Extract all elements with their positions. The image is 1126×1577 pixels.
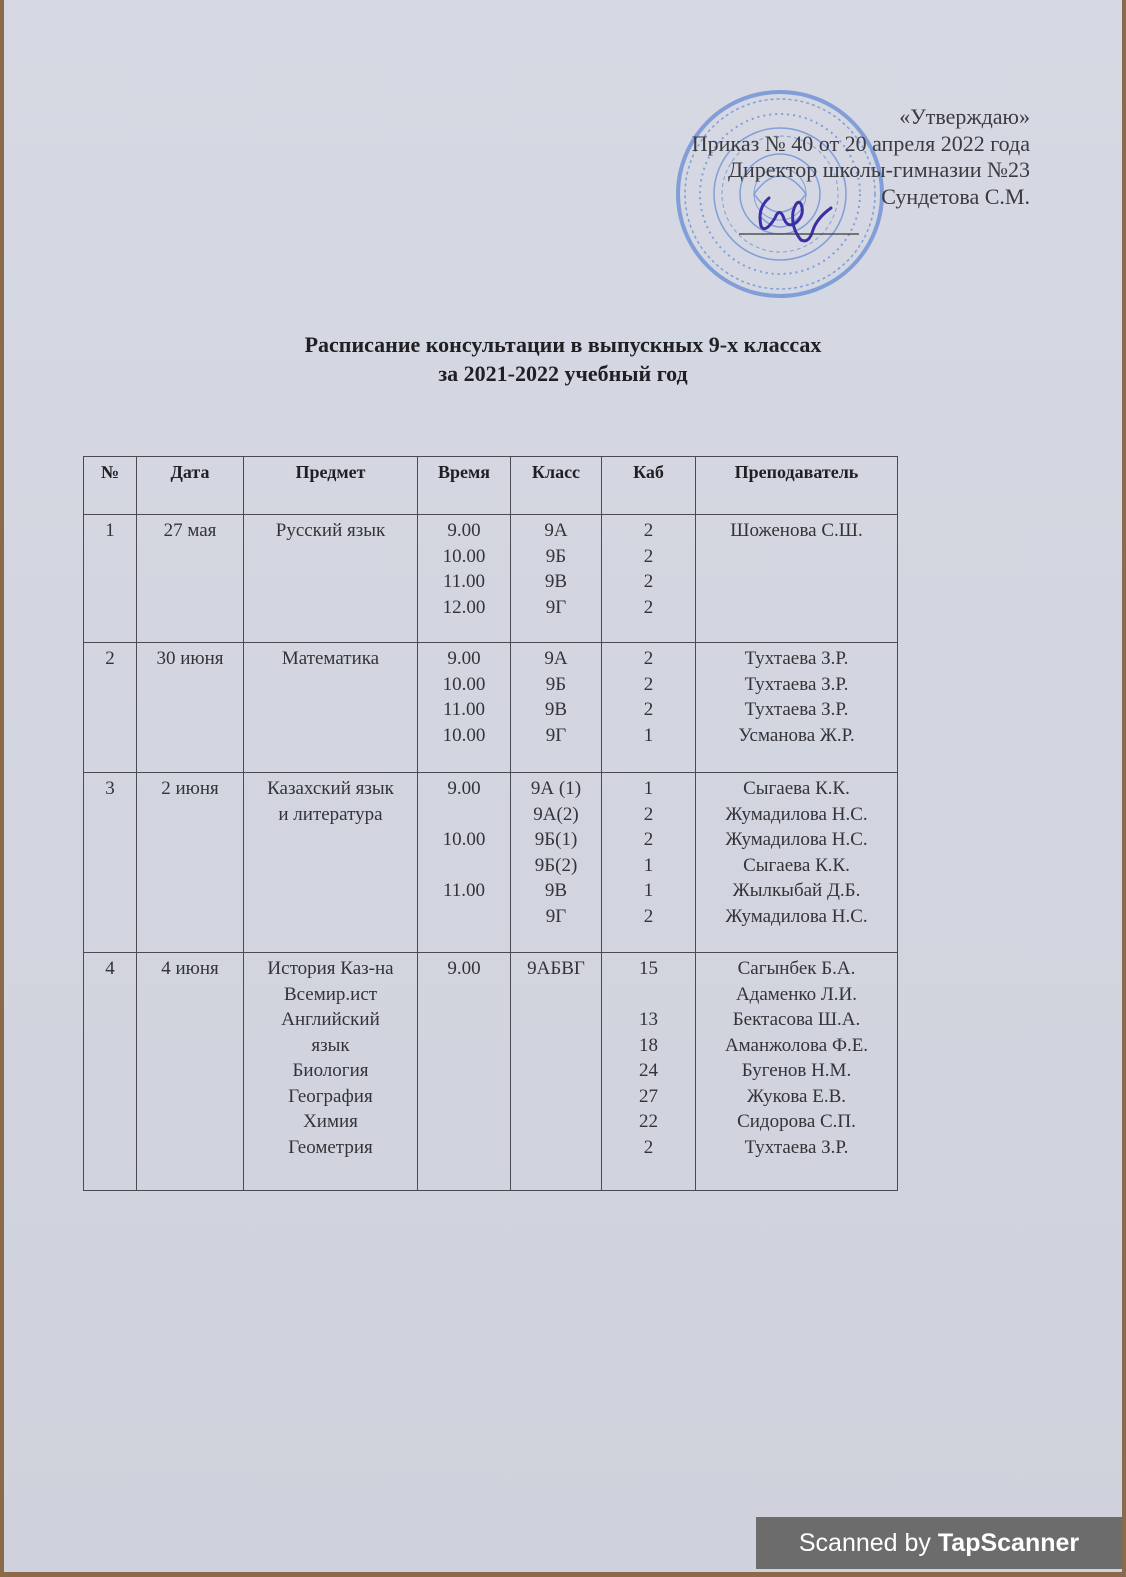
cell-room-line: 2	[643, 803, 654, 825]
cell-teacher-line: Аманжолова Ф.Е.	[724, 1034, 869, 1056]
cell-teacher	[696, 643, 898, 773]
cell-teacher-line: Тухтаева З.Р.	[744, 673, 849, 695]
cell-room-line: 1	[643, 724, 654, 746]
director-position: Директор школы-гимназии №23	[727, 157, 1030, 182]
cell-date: 2 июня	[137, 773, 244, 953]
cell-time-line: 9.00	[447, 778, 481, 799]
cell-class	[511, 773, 602, 953]
cell-room-line: 2	[643, 673, 654, 695]
cell-room-line: 1	[643, 778, 654, 799]
cell-subject-line: и литература	[278, 803, 383, 825]
cell-room-line: 1	[643, 854, 654, 876]
column-header-number: №	[84, 457, 137, 515]
cell-subject	[244, 515, 418, 643]
cell-room-line: 2	[643, 648, 654, 669]
cell-teacher-line: Сагынбек Б.А.	[737, 958, 856, 979]
cell-room	[602, 773, 696, 953]
cell-subject-line: География	[288, 1085, 373, 1107]
cell-class-line: 9А(2)	[533, 803, 579, 825]
cell-time-line: 9.00	[447, 958, 481, 979]
watermark-prefix: Scanned by	[798, 1529, 931, 1557]
cell-teacher-line: Усманова Ж.Р.	[738, 724, 855, 746]
cell-room-line: 22	[639, 1111, 658, 1132]
cell-teacher-line: Жумадилова Н.С.	[725, 829, 868, 850]
cell-class-line: 9В	[544, 699, 568, 720]
cell-subject	[244, 773, 418, 953]
cell-room-line: 2	[643, 905, 654, 927]
cell-class-line: 9В	[544, 880, 568, 901]
cell-time-line: 10.00	[442, 673, 486, 695]
cell-room-line: 2	[643, 520, 654, 541]
cell-teacher-line: Адаменко Л.И.	[735, 983, 858, 1005]
table-body	[84, 515, 898, 1191]
cell-room-line: 27	[639, 1085, 658, 1107]
cell-time	[418, 773, 511, 953]
cell-time-line: 11.00	[442, 699, 486, 720]
cell-time	[418, 953, 511, 1191]
cell-subject-line: Геометрия	[288, 1136, 373, 1158]
table-row	[84, 773, 898, 953]
cell-teacher-line: Сыгаева К.К.	[743, 778, 850, 799]
cell-time-line	[418, 802, 510, 828]
cell-class-line: 9А (1)	[530, 778, 582, 799]
column-header-class: Класс	[511, 457, 602, 515]
cell-teacher-line: Жумадилова Н.С.	[725, 803, 868, 825]
cell-subject-line: язык	[311, 1034, 350, 1056]
cell-subject-line: Математика	[281, 648, 380, 669]
cell-date: 4 июня	[137, 953, 244, 1191]
cell-room-line	[602, 982, 695, 1008]
column-header-time: Время	[418, 457, 511, 515]
cell-teacher-line: Тухтаева З.Р.	[744, 1136, 849, 1158]
cell-number: 3	[84, 773, 137, 953]
cell-time-line: 12.00	[442, 596, 486, 618]
cell-subject	[244, 643, 418, 773]
column-header-date: Дата	[137, 457, 244, 515]
cell-subject-line: Химия	[303, 1111, 358, 1132]
approval-heading: «Утверждаю»	[899, 104, 1030, 129]
cell-time-line: 9.00	[447, 648, 481, 669]
cell-time-line: 10.00	[442, 545, 486, 567]
cell-class-line: 9Г	[545, 596, 567, 618]
cell-class-line: 9А	[544, 648, 568, 669]
cell-class	[511, 953, 602, 1191]
cell-room	[602, 643, 696, 773]
document-title	[4, 330, 1122, 388]
cell-teacher-line: Бектасова Ш.А.	[732, 1009, 861, 1030]
cell-room-line: 2	[643, 571, 654, 592]
cell-time-line: 9.00	[447, 520, 481, 541]
cell-class-line: 9Б	[545, 545, 567, 567]
cell-teacher-line: Сидорова С.П.	[737, 1111, 856, 1132]
director-name: Сундетова С.М.	[881, 183, 1030, 209]
cell-teacher-line: Сыгаева К.К.	[743, 854, 850, 876]
cell-room-line: 15	[639, 958, 658, 979]
cell-teacher-line: Бугенов Н.М.	[741, 1060, 852, 1081]
schedule-table	[83, 456, 898, 1191]
cell-class-line: 9Б(2)	[534, 854, 578, 876]
column-header-room: Каб	[602, 457, 696, 515]
table-row	[84, 643, 898, 773]
cell-room-line: 2	[643, 545, 654, 567]
cell-time-line: 10.00	[442, 724, 486, 746]
cell-time	[418, 643, 511, 773]
cell-room-line: 24	[639, 1060, 658, 1081]
cell-date: 30 июня	[137, 643, 244, 773]
title-line-2: за 2021-2022 учебный год	[438, 361, 688, 386]
watermark-brand: TapScanner	[937, 1529, 1080, 1557]
cell-subject-line: История Каз-на	[267, 958, 394, 979]
cell-class-line: 9АБВГ	[527, 958, 585, 979]
cell-subject-line: Русский язык	[275, 520, 386, 541]
cell-teacher-line: Жылкыбай Д.Б.	[732, 880, 861, 901]
column-header-subject: Предмет	[244, 457, 418, 515]
approval-block	[692, 104, 1030, 210]
cell-room-line: 2	[643, 699, 654, 720]
cell-time-line	[418, 853, 510, 879]
cell-class-line: 9Г	[545, 905, 567, 927]
cell-room-line: 2	[643, 1136, 654, 1158]
table-row	[84, 953, 898, 1191]
cell-class	[511, 515, 602, 643]
cell-teacher	[696, 773, 898, 953]
cell-teacher-line: Жукова Е.В.	[746, 1085, 847, 1107]
cell-subject	[244, 953, 418, 1191]
cell-room	[602, 515, 696, 643]
cell-teacher-line: Тухтаева З.Р.	[744, 648, 849, 669]
cell-class-line: 9Г	[545, 724, 567, 746]
table-header-row	[84, 457, 898, 515]
order-reference: Приказ № 40 от 20 апреля 2022 года	[691, 130, 1030, 156]
cell-room-line: 13	[639, 1009, 658, 1030]
cell-subject-line: Казахский язык	[267, 778, 394, 799]
cell-teacher-line: Шоженова С.Ш.	[730, 520, 863, 541]
scanner-watermark	[756, 1517, 1122, 1569]
cell-class	[511, 643, 602, 773]
cell-time-line	[418, 904, 510, 930]
cell-date: 27 мая	[137, 515, 244, 643]
cell-class-line: 9Б(1)	[534, 829, 578, 850]
cell-subject-line: Всемир.ист	[283, 983, 378, 1005]
cell-time-line: 11.00	[442, 880, 486, 901]
cell-teacher-line: Тухтаева З.Р.	[744, 699, 849, 720]
cell-class-line: 9Б	[545, 673, 567, 695]
cell-teacher	[696, 953, 898, 1191]
cell-teacher-line: Жумадилова Н.С.	[725, 905, 868, 927]
cell-time-line: 11.00	[442, 571, 486, 592]
cell-class-line: 9А	[544, 520, 568, 541]
cell-number: 2	[84, 643, 137, 773]
cell-teacher	[696, 515, 898, 643]
table-row	[84, 515, 898, 643]
cell-room-line: 1	[643, 880, 654, 901]
cell-subject-line: Английский	[281, 1009, 380, 1030]
cell-number: 4	[84, 953, 137, 1191]
title-line-1: Расписание консультации в выпускных 9-х классах	[304, 332, 822, 357]
column-header-teacher: Преподаватель	[696, 457, 898, 515]
cell-class-line: 9В	[544, 571, 568, 592]
cell-subject-line: Биология	[292, 1060, 369, 1081]
cell-room-line: 18	[639, 1034, 658, 1056]
cell-room	[602, 953, 696, 1191]
cell-time	[418, 515, 511, 643]
cell-number: 1	[84, 515, 137, 643]
cell-room-line: 2	[643, 829, 654, 850]
document-page	[4, 0, 1122, 1572]
cell-time-line: 10.00	[442, 829, 486, 850]
cell-room-line: 2	[643, 596, 654, 618]
